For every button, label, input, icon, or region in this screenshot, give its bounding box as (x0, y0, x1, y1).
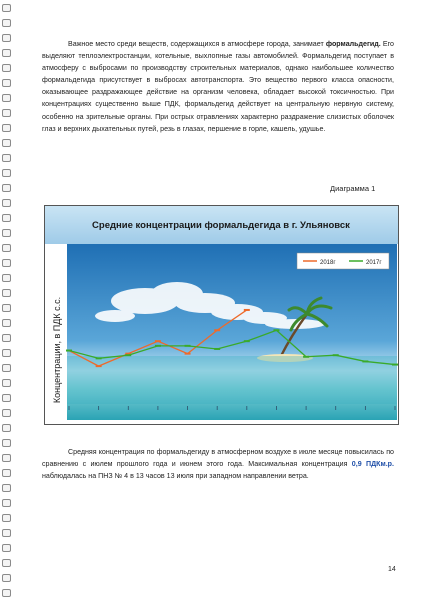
binding-ring (2, 529, 11, 537)
chart-title: Средние концентрации формальдегида в г. Ульяновск (92, 220, 350, 231)
intro-paragraph (42, 38, 394, 135)
binding-ring (2, 79, 11, 87)
binding-ring (2, 364, 11, 372)
page-number: 14 (388, 566, 396, 573)
binding-ring (2, 439, 11, 447)
spiral-binding (0, 0, 14, 600)
binding-ring (2, 274, 11, 282)
binding-ring (2, 499, 11, 507)
text-run: Важное место среди веществ, содержащихся в атмосфере города, занимает (68, 40, 326, 48)
binding-ring (2, 244, 11, 252)
binding-ring (2, 469, 11, 477)
binding-ring (2, 559, 11, 567)
binding-ring (2, 199, 11, 207)
binding-ring (2, 259, 11, 267)
binding-ring (2, 169, 11, 177)
text-run: Средняя концентрация по формальдегиду в атмосферном воздухе в июле месяце повысилась по сравнению с июлем прошлого года и июнем этого года. Максимальная концентрация (42, 448, 394, 469)
chart-frame (44, 205, 399, 425)
binding-ring (2, 94, 11, 102)
legend-label: 2018г (320, 260, 336, 266)
binding-ring (2, 349, 11, 357)
binding-ring (2, 289, 11, 297)
binding-ring (2, 514, 11, 522)
binding-ring (2, 304, 11, 312)
chart-legend (297, 253, 389, 269)
binding-ring (2, 379, 11, 387)
binding-ring (2, 184, 11, 192)
highlight-value: 0,9 ПДКм.р. (351, 460, 394, 469)
text-run: Его выделяют теплоэлектростанции, котельные, выхлопные газы автомобилей. Формальдегид поступает в атмосферу с выбросами по производству строительных материалов, однако наибольшее количество формальдегида присутствует в выбросах автотранспорта. Это вещество первого класса опасности, оказывающее раздражающее действие на организм человека, обладает высокой токсичностью. При концентрациях существенно выше ПДК, формальдегид действует на центральную нервную систему, особенно на зрительные органы. При острых отравлениях характерно раздражение слизистых оболочек глаз и верхних дыхательных путей, резь в глазах, першение в горле, кашель, удушье. (42, 40, 394, 133)
binding-ring (2, 454, 11, 462)
legend-label: 2017г (366, 260, 382, 266)
binding-ring (2, 4, 11, 12)
y-axis-label: Концентрации, в ПДК с.с. (52, 296, 62, 404)
bold-term: формальдегид. (325, 40, 381, 48)
binding-ring (2, 574, 11, 582)
binding-ring (2, 589, 11, 597)
binding-ring (2, 394, 11, 402)
binding-ring (2, 154, 11, 162)
text-run: наблюдалась на ПНЗ № 4 в 13 часов 13 июля при западном направлении ветра. (42, 472, 309, 481)
binding-ring (2, 424, 11, 432)
binding-ring (2, 49, 11, 57)
binding-ring (2, 229, 11, 237)
formaldehyde-chart (45, 206, 398, 424)
binding-ring (2, 334, 11, 342)
binding-ring (2, 139, 11, 147)
binding-ring (2, 64, 11, 72)
sea-band (67, 356, 397, 404)
binding-ring (2, 19, 11, 27)
binding-ring (2, 484, 11, 492)
binding-ring (2, 544, 11, 552)
binding-ring (2, 34, 11, 42)
binding-ring (2, 109, 11, 117)
binding-ring (2, 124, 11, 132)
summary-paragraph (42, 446, 394, 482)
diagram-caption: Диаграмма 1 (330, 184, 376, 193)
binding-ring (2, 409, 11, 417)
binding-ring (2, 319, 11, 327)
binding-ring (2, 214, 11, 222)
